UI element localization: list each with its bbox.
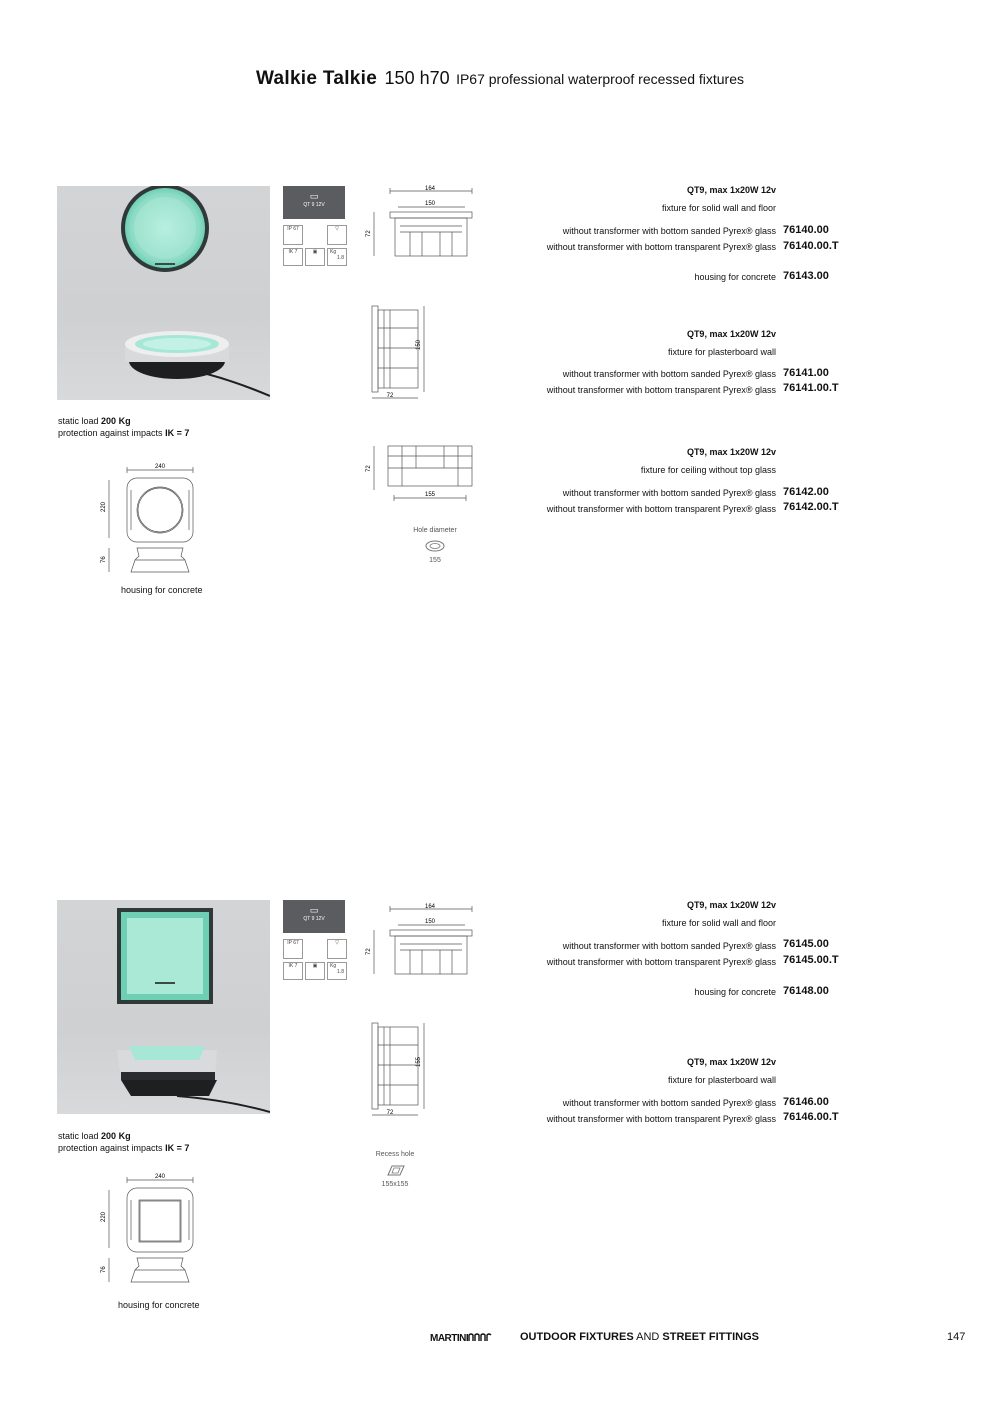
angle-icon: ▽	[335, 226, 339, 232]
dim-top-outer: 164	[424, 186, 436, 192]
ik-label: IK 7	[288, 249, 298, 255]
s2-group2-subheader: fixture for plasterboard wall	[667, 1075, 776, 1085]
footer-category-1: OUTDOOR FIXTURES	[520, 1331, 634, 1343]
s1-group2-row2-desc: without transformer with bottom transparent Pyrex® glass	[546, 385, 776, 395]
dim-ceiling-width: 155	[424, 492, 436, 498]
dim-top-height: 72	[366, 230, 372, 237]
s2-group2-header	[500, 1057, 776, 1067]
s1-group2-row1-desc: without transformer with bottom sanded Pyrex® glass	[562, 369, 776, 379]
ik-label: IK 7	[288, 963, 298, 969]
housing-width-1: 240	[154, 464, 166, 470]
weight-unit: Kg	[330, 963, 337, 969]
housing-width-2: 240	[154, 1174, 166, 1180]
class-picto	[305, 248, 325, 266]
housing-depth-1: 76	[101, 556, 107, 563]
s1-group1-header	[500, 185, 776, 195]
s1-group1-row2-desc: without transformer with bottom transparent Pyrex® glass	[546, 242, 776, 252]
group-header: QT9, max 1x20W 12v	[686, 1057, 776, 1067]
product-size: 150 h70	[384, 68, 450, 88]
group-header: QT9, max 1x20W 12v	[686, 185, 776, 195]
weight-value: 1.8	[337, 255, 344, 261]
housing-height-2: 220	[101, 1211, 107, 1222]
s1-group1-extra-desc: housing for concrete	[694, 272, 776, 282]
s2-group1-row1-code: 76145.00	[783, 938, 829, 950]
page-number: 147	[947, 1331, 966, 1343]
recess-hole-value: 155x155	[381, 1181, 409, 1188]
s2-group1-row2-code: 76145.00.T	[783, 954, 839, 966]
brand-mark-icon	[468, 1332, 492, 1342]
ip-label: IP 67	[287, 226, 299, 232]
housing-drawing-2	[95, 1170, 215, 1285]
dim-ceiling-height: 72	[366, 465, 372, 472]
group-header: QT9, max 1x20W 12v	[686, 447, 776, 457]
s2-group1-header	[500, 900, 776, 910]
s1-group3-row2-code: 76142.00.T	[783, 501, 839, 513]
s1-group1-row1-code: 76140.00	[783, 224, 829, 236]
housing-height-1: 220	[101, 501, 107, 512]
dim-side-height: 155	[416, 1056, 422, 1067]
s2-group2-row2-code: 76146.00.T	[783, 1111, 839, 1123]
s2-group1-row1-desc: without transformer with bottom sanded Pyrex® glass	[562, 941, 776, 951]
housing-caption-2: housing for concrete	[118, 1300, 200, 1310]
lamp-type-label: QT 9 12V	[303, 202, 325, 208]
static-load-value: 200 Kg	[101, 1131, 131, 1141]
round-fixture-image	[57, 186, 270, 400]
housing-drawing-1	[95, 460, 215, 575]
dim-side-height: 150	[416, 339, 422, 350]
lamp-type-picto	[283, 186, 345, 219]
s1-group3-row1-code: 76142.00	[783, 486, 829, 498]
drawing-ceiling-section-1	[360, 442, 480, 504]
lamp-type-label: QT 9 12V	[303, 916, 325, 922]
s2-group2-row1-desc: without transformer with bottom sanded Pyrex® glass	[562, 1098, 776, 1108]
static-load-label: static load	[58, 1131, 99, 1141]
class-picto	[305, 962, 325, 980]
round-fixture-photo	[57, 186, 270, 400]
s2-group2-row2-desc: without transformer with bottom transparent Pyrex® glass	[546, 1114, 776, 1124]
ip-picto	[283, 225, 303, 245]
housing-caption-1: housing for concrete	[121, 585, 203, 595]
recess-hole-label: Recess hole	[375, 1151, 415, 1158]
s1-group2-row2-code: 76141.00.T	[783, 382, 839, 394]
impact-value: IK = 7	[165, 428, 190, 438]
s1-group2-subheader: fixture for plasterboard wall	[667, 347, 776, 357]
s1-group1-row2-code: 76140.00.T	[783, 240, 839, 252]
weight-unit: Kg	[330, 249, 337, 255]
housing-depth-2: 76	[101, 1266, 107, 1273]
product-description: IP67 professional waterproof recessed fixtures	[456, 71, 745, 87]
impact-protection-2	[58, 1143, 189, 1153]
dim-side-width: 72	[386, 393, 394, 399]
group-header: QT9, max 1x20W 12v	[686, 900, 776, 910]
s2-group2-row1-code: 76146.00	[783, 1096, 829, 1108]
angle-icon: ▽	[335, 940, 339, 946]
angle-picto	[327, 939, 347, 959]
bulb-icon: ▭	[309, 191, 319, 201]
s2-group1-extra-code: 76148.00	[783, 985, 829, 997]
hole-diameter-value: 155	[429, 557, 441, 564]
s1-group3-subheader: fixture for ceiling without top glass	[640, 465, 776, 475]
lamp-type-picto	[283, 900, 345, 933]
drawing-plasterboard-section-1	[360, 298, 440, 403]
class-icon: ▣	[312, 249, 318, 255]
ik-picto	[283, 962, 303, 980]
group-header: QT9, max 1x20W 12v	[686, 329, 776, 339]
footer-category	[520, 1331, 759, 1343]
drawing-floor-section-2	[360, 900, 480, 980]
brand-logo	[430, 1332, 492, 1344]
s1-group2-row1-code: 76141.00	[783, 367, 829, 379]
square-fixture-photo	[57, 900, 270, 1114]
ik-picto	[283, 248, 303, 266]
static-load-label: static load	[58, 416, 99, 426]
s1-group1-row1-desc: without transformer with bottom sanded Pyrex® glass	[562, 226, 776, 236]
footer-category-2: STREET FITTINGS	[662, 1331, 759, 1343]
angle-picto	[327, 225, 347, 245]
impact-protection-1	[58, 428, 189, 438]
hole-round-icon	[424, 539, 446, 553]
s1-group3-row2-desc: without transformer with bottom transparent Pyrex® glass	[546, 504, 776, 514]
hole-diameter-label: Hole diameter	[413, 527, 457, 534]
weight-value: 1.8	[337, 969, 344, 975]
weight-picto	[327, 248, 347, 266]
s1-group3-row1-desc: without transformer with bottom sanded Pyrex® glass	[562, 488, 776, 498]
hole-square-icon	[384, 1163, 406, 1177]
dim-side-width: 72	[386, 1110, 394, 1116]
dim-top-inner: 150	[424, 919, 436, 925]
s1-group2-header	[500, 329, 776, 339]
static-load-1	[58, 416, 131, 426]
pictograms-1	[283, 186, 345, 266]
bulb-icon: ▭	[309, 905, 319, 915]
ip-label: IP 67	[287, 940, 299, 946]
dim-top-inner: 150	[424, 201, 436, 207]
ip-picto	[283, 939, 303, 959]
weight-picto	[327, 962, 347, 980]
s1-group1-extra-code: 76143.00	[783, 270, 829, 282]
dim-top-height: 72	[366, 948, 372, 955]
static-load-2	[58, 1131, 131, 1141]
s2-group1-subheader: fixture for solid wall and floor	[661, 918, 776, 928]
impact-value: IK = 7	[165, 1143, 190, 1153]
footer-category-and: AND	[636, 1331, 660, 1343]
impact-label: protection against impacts	[58, 1143, 163, 1153]
static-load-value: 200 Kg	[101, 416, 131, 426]
drawing-plasterboard-section-2	[360, 1015, 440, 1120]
s1-group3-header	[500, 447, 776, 457]
s2-group1-row2-desc: without transformer with bottom transparent Pyrex® glass	[546, 957, 776, 967]
impact-label: protection against impacts	[58, 428, 163, 438]
s1-group1-subheader: fixture for solid wall and floor	[661, 203, 776, 213]
square-fixture-image	[57, 900, 270, 1114]
pictograms-2	[283, 900, 345, 980]
dim-top-outer: 164	[424, 904, 436, 910]
product-name: Walkie Talkie	[255, 68, 378, 89]
drawing-floor-section-1	[360, 182, 480, 262]
class-icon: ▣	[312, 963, 318, 969]
s2-group1-extra-desc: housing for concrete	[694, 987, 776, 997]
page-title	[0, 68, 1000, 90]
brand-name: MARTINI	[430, 1333, 469, 1344]
